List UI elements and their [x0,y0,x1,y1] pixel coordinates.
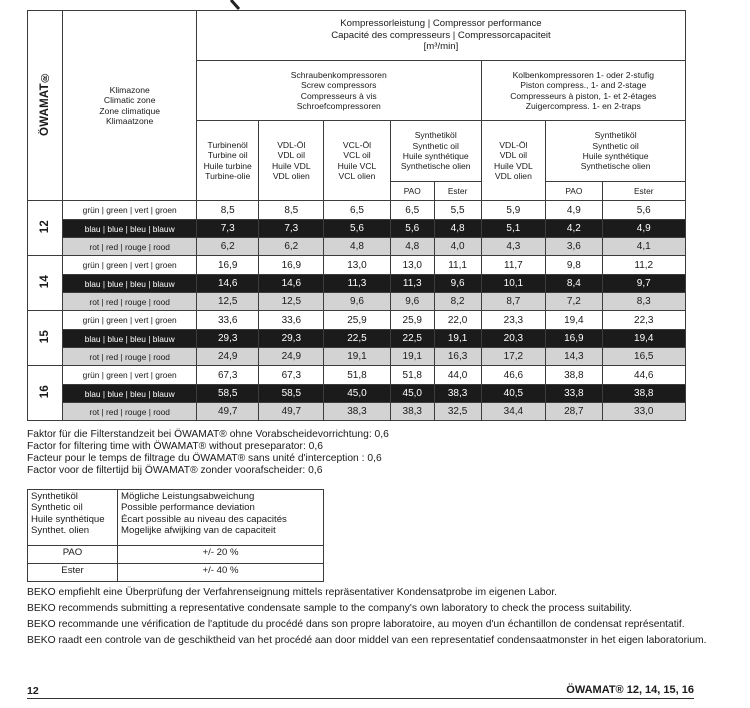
text-line: VDL-Öl [277,139,306,150]
deviation-ester-label: Ester [28,564,118,582]
value-cell: 33,6 [259,311,324,330]
zone-label: blau | blue | bleu | blauw [63,330,196,348]
text-line: Schroefcompressoren [296,100,381,111]
filter-factor-notes [27,429,389,477]
value-cell: 33,6 [196,311,259,330]
zone-label: blau | blue | bleu | blauw [63,385,196,403]
text-line: Climatic zone [103,95,156,106]
text-line: Faktor für die Filterstandzeit bei ÖWAMAT® ohne Vorabscheidevorrichtung: 0,6 [27,429,389,440]
pao-header-piston: PAO [546,182,602,201]
value-cell: 6,2 [259,238,324,256]
value-cell: 4,8 [434,220,481,238]
text-line: Mogelijke afwijking van de capaciteit [121,525,276,537]
value-cell: 14,6 [196,275,259,293]
table-row [28,220,686,238]
table-row [28,256,686,275]
value-cell: 32,5 [434,403,481,421]
zone-label: grün | green | vert | groen [63,366,196,385]
value-cell: 19,1 [390,348,434,366]
text-line: VDL oil [499,150,528,161]
value-cell: 4,8 [390,238,434,256]
text-line: Synthetic oil [31,502,83,514]
value-cell: 38,8 [546,366,602,385]
value-cell: 49,7 [196,403,259,421]
document-reference: ÖWAMAT® 12, 14, 15, 16 [566,684,694,696]
table-row [28,311,686,330]
text-line: [m³/min] [423,41,459,53]
value-cell: 5,9 [481,201,546,220]
value-cell: 17,2 [481,348,546,366]
model-name: 16 [39,384,52,399]
text-line: Huile VDL [494,160,533,171]
value-cell: 14,6 [259,275,324,293]
value-cell: 8,7 [481,293,546,311]
zone-label: rot | red | rouge | rood [63,293,196,311]
model-label [28,201,63,256]
text-line: Synthetiköl [414,130,457,141]
text-line: Turbine oil [207,150,248,161]
value-cell: 11,3 [390,275,434,293]
value-cell: 45,0 [324,385,391,403]
value-cell: 9,6 [434,275,481,293]
value-cell: 8,5 [196,201,259,220]
value-cell: 11,1 [434,256,481,275]
ester-header-piston: Ester [602,182,686,201]
value-cell: 49,7 [259,403,324,421]
value-cell: 67,3 [196,366,259,385]
text-line: Zone climatique [99,105,161,116]
value-cell: 51,8 [390,366,434,385]
text-line: Turbine-olie [205,170,251,181]
table-row [28,385,686,403]
value-cell: 4,1 [602,238,686,256]
synthetic-oil-header-screw [390,121,481,182]
value-cell: 24,9 [196,348,259,366]
zone-label: blau | blue | bleu | blauw [63,220,196,238]
text-line: Écart possible au niveau des capacités [121,513,287,525]
text-line: Schraubenkompressoren [290,69,387,80]
text-line: VDL oil [277,150,305,161]
table-row [28,201,686,220]
value-cell: 4,0 [434,238,481,256]
value-cell: 7,3 [259,220,324,238]
synthetic-oil-header-piston [546,121,686,182]
text-line: Kolbenkompressoren 1- oder 2-stufig [512,69,654,80]
value-cell: 22,3 [602,311,686,330]
value-cell: 67,3 [259,366,324,385]
text-line: Synthetische olien [400,161,471,172]
value-cell: 12,5 [259,293,324,311]
value-cell: 38,8 [602,385,686,403]
value-cell: 4,9 [546,201,602,220]
value-cell: 22,5 [324,330,391,348]
value-cell: 3,6 [546,238,602,256]
value-cell: 5,6 [390,220,434,238]
value-cell: 29,3 [259,330,324,348]
text-line: Synthetic oil [592,140,639,151]
climate-zone-header [63,11,196,201]
text-line: Turbinenöl [207,139,248,150]
text-line: Compresseurs à piston, 1- et 2-étages [510,90,657,101]
value-cell: 24,9 [259,348,324,366]
table-row [28,348,686,366]
deviation-header [118,490,324,546]
value-cell: 19,4 [546,311,602,330]
value-cell: 40,5 [481,385,546,403]
value-cell: 20,3 [481,330,546,348]
value-cell: 4,3 [481,238,546,256]
value-cell: 44,6 [602,366,686,385]
model-name: 12 [39,219,52,234]
table-row [28,403,686,421]
value-cell: 12,5 [196,293,259,311]
value-cell: 11,7 [481,256,546,275]
text-line: Huile turbine [203,160,252,171]
pao-header-screw: PAO [390,182,434,201]
model-label [28,311,63,366]
value-cell: 23,3 [481,311,546,330]
table-row [28,293,686,311]
value-cell: 16,5 [602,348,686,366]
note-paragraph: BEKO recommande une vérification de l'aptitude du procédé dans son propre laboratoire, au moyen d'un échantillon de condensat représentatif. [27,618,685,630]
value-cell: 19,1 [434,330,481,348]
table-row [28,366,686,385]
value-cell: 6,5 [390,201,434,220]
text-line: Capacité des compresseurs | Compressorcapaciteit [331,29,551,41]
value-cell: 22,5 [390,330,434,348]
text-line: Synthetic oil [412,140,459,151]
value-cell: 44,0 [434,366,481,385]
value-cell: 19,4 [602,330,686,348]
value-cell: 9,8 [546,256,602,275]
value-cell: 13,0 [324,256,391,275]
text-line: Synthetiköl [31,491,78,502]
value-cell: 58,5 [259,385,324,403]
value-cell: 4,9 [602,220,686,238]
text-line: Klimaatzone [106,115,154,126]
value-cell: 7,3 [196,220,259,238]
value-cell: 9,6 [324,293,391,311]
text-line: Factor for filtering time with ÖWAMAT® without preseparator: 0,6 [27,441,323,452]
value-cell: 8,2 [434,293,481,311]
text-line: VDL olien [272,170,310,181]
text-line: Huile synthétique [402,151,469,161]
text-line: Synthetiköl [594,130,637,141]
vdl-oil-header-piston [481,121,546,201]
value-cell: 11,2 [602,256,686,275]
zone-label: grün | green | vert | groen [63,311,196,330]
value-cell: 8,3 [602,293,686,311]
text-line: Huile VDL [271,160,311,171]
text-line: Factor voor de filtertijd bij ÖWAMAT® zonder voorafscheider: 0,6 [27,465,323,476]
zone-label: rot | red | rouge | rood [63,238,196,256]
value-cell: 5,6 [324,220,391,238]
page-number: 12 [27,685,39,697]
text-line: Klimazone [109,84,150,95]
value-cell: 46,6 [481,366,546,385]
footer-rule [27,698,694,699]
value-cell: 6,5 [324,201,391,220]
value-cell: 19,1 [324,348,391,366]
text-line: VDL-Öl [499,139,528,150]
vcl-oil-header [324,121,391,201]
table-row [28,330,686,348]
value-cell: 13,0 [390,256,434,275]
text-line: Piston compress., 1- and 2-stage [520,80,647,91]
value-cell: 33,8 [546,385,602,403]
text-line: Screw compressors [301,80,377,91]
zone-label: grün | green | vert | groen [63,256,196,275]
vdl-oil-header-screw [259,121,324,201]
value-cell: 16,9 [259,256,324,275]
model-name: 15 [39,329,52,344]
value-cell: 28,7 [546,403,602,421]
value-cell: 10,1 [481,275,546,293]
text-line: Facteur pour le temps de filtrage du ÖWAMAT® sans unité d'interception : 0,6 [27,453,382,464]
value-cell: 4,2 [546,220,602,238]
text-line: Compresseurs à vis [300,90,377,101]
text-line: Mögliche Leistungsabweichung [121,491,255,502]
value-cell: 8,4 [546,275,602,293]
table-row [28,275,686,293]
value-cell: 38,3 [390,403,434,421]
model-name: 14 [39,274,52,289]
value-cell: 58,5 [196,385,259,403]
text-line: VDL olien [494,170,532,181]
value-cell: 29,3 [196,330,259,348]
value-cell: 22,0 [434,311,481,330]
value-cell: 9,6 [390,293,434,311]
model-label [28,256,63,311]
ester-header-screw: Ester [434,182,481,201]
text-line: Possible performance deviation [121,502,255,514]
value-cell: 5,5 [434,201,481,220]
value-cell: 8,5 [259,201,324,220]
zone-label: rot | red | rouge | rood [63,403,196,421]
piston-compressors-header [481,61,685,121]
value-cell: 5,1 [481,220,546,238]
value-cell: 16,9 [546,330,602,348]
value-cell: 14,3 [546,348,602,366]
zone-label: grün | green | vert | groen [63,201,196,220]
text-line: Huile synthétique [582,151,649,161]
note-paragraph: BEKO raadt een controle van de geschiktheid van het procédé aan door middel van een representatief condensaatmonster in het eigen laboratorium. [27,634,707,646]
performance-header [196,11,685,61]
value-cell: 11,3 [324,275,391,293]
value-cell: 9,7 [602,275,686,293]
zone-label: blau | blue | bleu | blauw [63,275,196,293]
text-line: Zuigercompress. 1- en 2-traps [525,100,641,111]
note-paragraph: BEKO empfiehlt eine Überprüfung der Verfahrenseignung mittels repräsentativer Kondensatprobe im eigenen Labor. [27,587,558,598]
text-line: Huile synthétique [31,513,105,525]
text-line: VCL olien [338,170,376,181]
value-cell: 34,4 [481,403,546,421]
value-cell: 16,9 [196,256,259,275]
value-cell: 5,6 [602,201,686,220]
text-line: Synthetische olien [580,161,651,172]
brand-header: ÖWAMAT® [28,11,63,201]
deviation-pao-value: +/- 20 % [118,546,324,564]
text-line: Huile VCL [337,160,377,171]
text-line: VCL oil [343,150,371,161]
deviation-ester-value: +/- 40 % [118,564,324,582]
screw-compressors-header [196,61,481,121]
zone-label: rot | red | rouge | rood [63,348,196,366]
value-cell: 38,3 [324,403,391,421]
deviation-pao-label: PAO [28,546,118,564]
performance-table [27,10,686,421]
top-edge-mark [229,0,243,10]
note-paragraph: BEKO recommends submitting a representative condensate sample to the company's own laboratory to check the process suitability. [27,602,633,614]
table-row [28,238,686,256]
laboratory-notes [27,587,717,651]
value-cell: 7,2 [546,293,602,311]
value-cell: 45,0 [390,385,434,403]
value-cell: 33,0 [602,403,686,421]
value-cell: 51,8 [324,366,391,385]
value-cell: 6,2 [196,238,259,256]
value-cell: 16,3 [434,348,481,366]
value-cell: 4,8 [324,238,391,256]
text-line: VCL-Öl [342,139,372,150]
model-label [28,366,63,421]
value-cell: 25,9 [324,311,391,330]
text-line: Synthet. olien [31,525,90,537]
text-line: Kompressorleistung | Compressor performance [340,17,542,29]
deviation-synthetic-oil-label [28,490,118,546]
deviation-table [27,489,324,582]
value-cell: 25,9 [390,311,434,330]
turbine-oil-header [196,121,259,201]
value-cell: 38,3 [434,385,481,403]
